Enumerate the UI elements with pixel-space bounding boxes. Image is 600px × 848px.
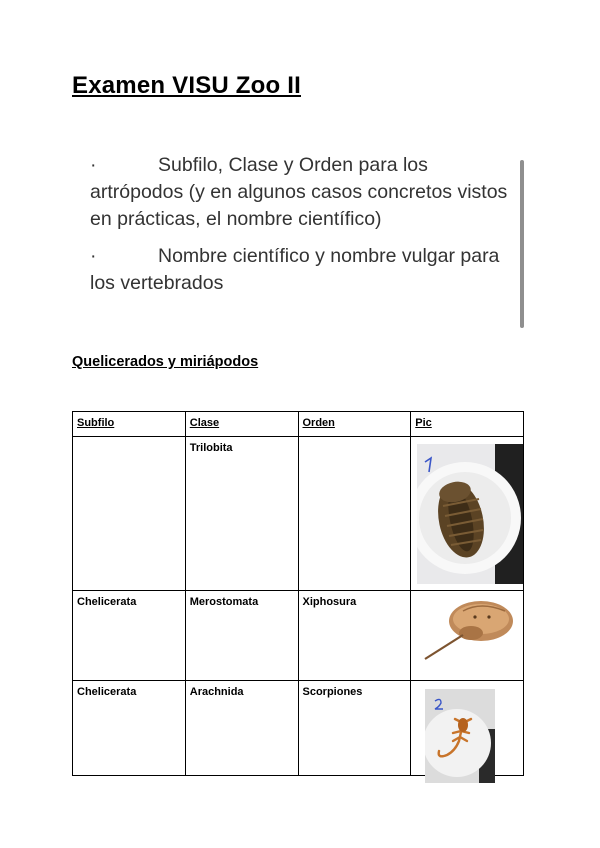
cell-clase: Trilobita [185,437,298,591]
cell-pic [411,681,524,776]
table-row [73,437,524,591]
scrollbar[interactable] [520,160,524,328]
cell-pic [411,437,524,591]
page-title: Examen VISU Zoo II [72,72,301,99]
criteria-item [90,152,510,233]
cell-orden: Xiphosura [298,591,411,681]
table-row [73,591,524,681]
column-header-pic: Pic [411,412,524,437]
column-header-orden: Orden [298,412,411,437]
trilobite-photo [417,444,523,584]
exam-criteria [90,152,510,307]
table-row [73,681,524,776]
horseshoe-crab-photo [419,597,519,665]
criteria-item [90,243,510,297]
column-header-subfilo: Subfilo [73,412,186,437]
section-title: Quelicerados y miriápodos [72,354,259,370]
cell-subfilo: Chelicerata [73,681,186,776]
cell-orden: Scorpiones [298,681,411,776]
criteria-text: Nombre científico y nombre vulgar para los vertebrados [90,245,500,294]
table-header-row [73,412,524,437]
criteria-text: Subfilo, Clase y Orden para los artrópodos (y en algunos casos concretos vistos en prácticas, el nombre científico) [90,154,508,230]
bullet: · [90,154,97,176]
column-header-clase: Clase [185,412,298,437]
scorpion-photo [425,689,495,783]
bullet: · [90,245,97,267]
cell-clase: Merostomata [185,591,298,681]
taxonomy-table [72,411,524,776]
cell-clase: Arachnida [185,681,298,776]
cell-subfilo: Chelicerata [73,591,186,681]
cell-subfilo [73,437,186,591]
cell-pic [411,591,524,681]
cell-orden [298,437,411,591]
